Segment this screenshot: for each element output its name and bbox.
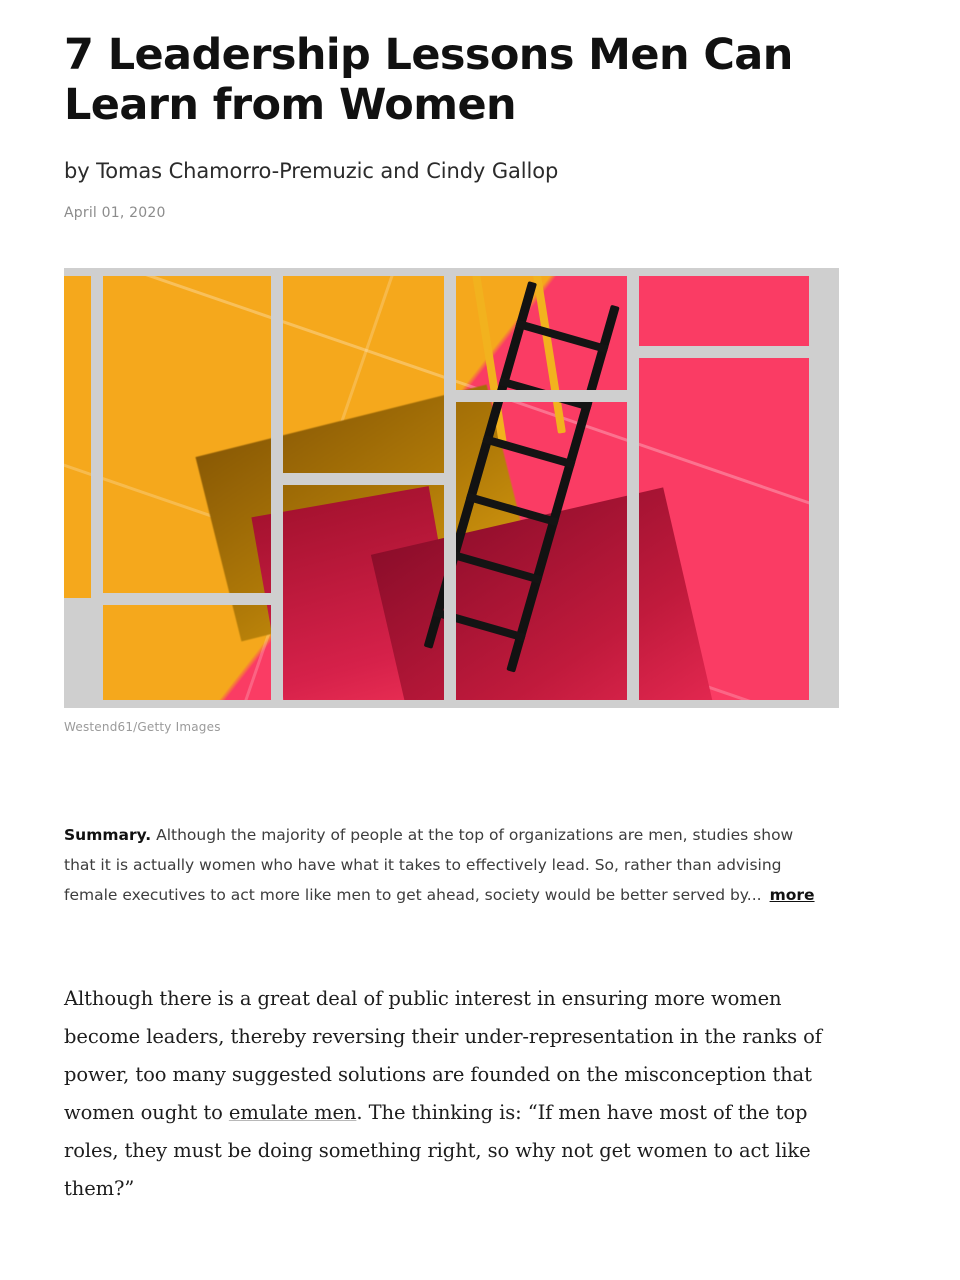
hero-image-canvas (64, 268, 839, 708)
hero-photo (64, 268, 839, 708)
page-title: 7 Leadership Lessons Men Can Learn from Women (64, 30, 793, 131)
summary-label: Summary. (64, 825, 152, 844)
image-credit: Westend61/Getty Images (64, 719, 221, 734)
hero-image (64, 268, 839, 708)
publish-date: April 01, 2020 (64, 204, 166, 221)
article-summary (64, 820, 824, 911)
body-paragraph (64, 980, 839, 1208)
inline-link-emulate-men[interactable]: emulate men (228, 1101, 357, 1125)
byline: by Tomas Chamorro-Premuzic and Cindy Gallop (64, 158, 559, 183)
paragraph-text-after-link: . The thinking is: “If men have most of the top roles, they must be doing something right, so why not get women to act like them?” (64, 1101, 811, 1201)
paragraph-text-before-link: Although there is a great deal of public interest in ensuring more women become leaders, thereby reversing their under-representation in the ranks of power, too many suggested solutions are founded on the misconception that women ought to (64, 987, 822, 1125)
summary-more-link[interactable]: more (769, 886, 815, 905)
article-body (64, 980, 839, 1208)
summary-text: Although the majority of people at the top of organizations are men, studies show that it is actually women who have what it takes to effectively lead. So, rather than advising female executives to act more like men to get ahead, society would be better served by... (64, 825, 794, 905)
